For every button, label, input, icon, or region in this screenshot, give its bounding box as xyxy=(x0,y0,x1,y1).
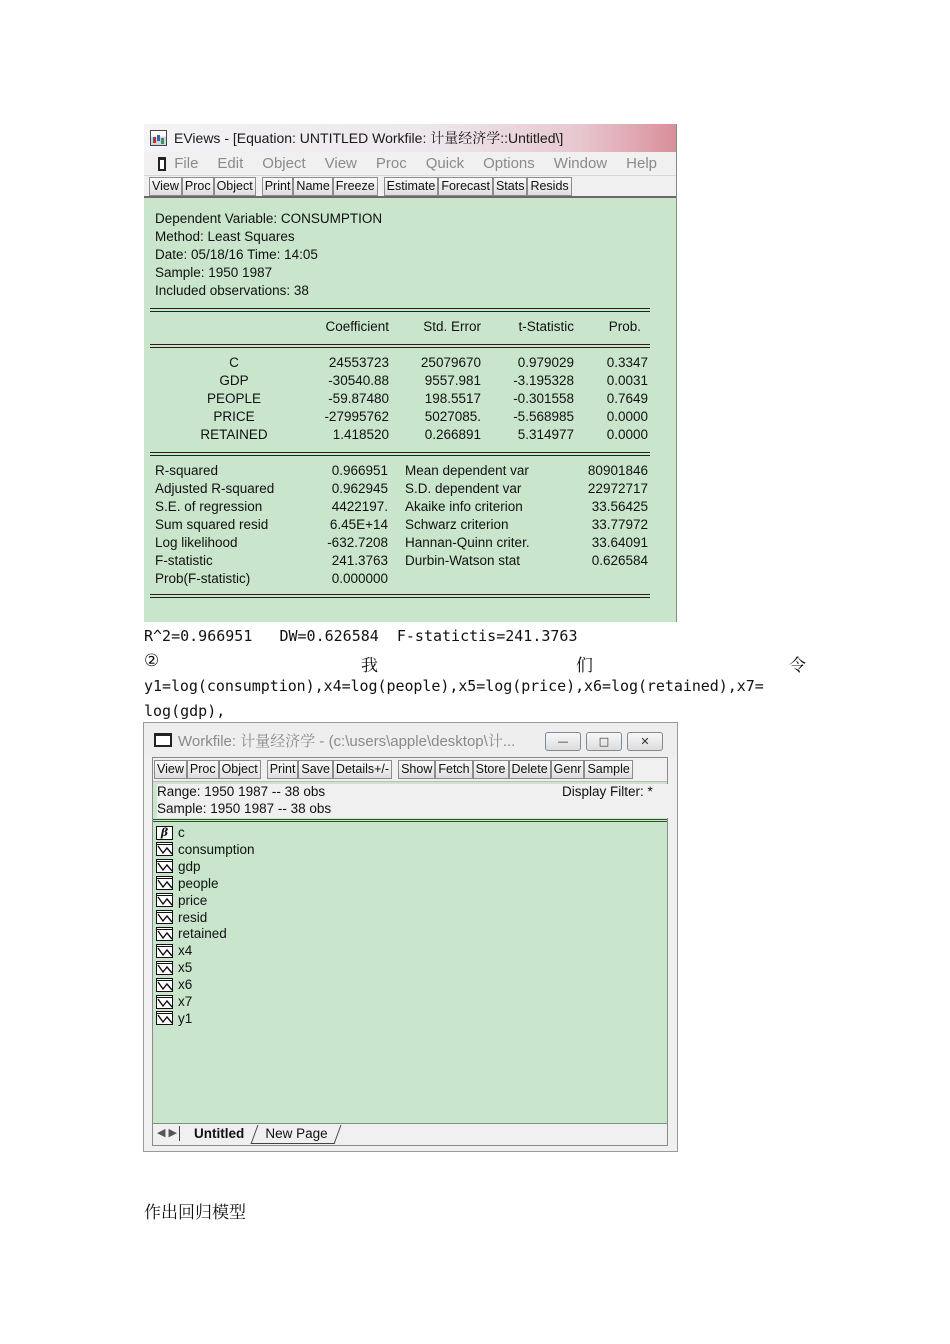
stat-value: -632.7208 xyxy=(327,535,388,550)
std-error-value: 198.5517 xyxy=(424,391,481,406)
stat-value: 0.626584 xyxy=(591,553,648,568)
workfile-object-resid[interactable] xyxy=(156,909,207,926)
details-button[interactable]: Details+/- xyxy=(333,760,392,779)
series-icon xyxy=(156,859,173,873)
object-name: people xyxy=(178,875,219,891)
t-statistic-value: -3.195328 xyxy=(513,373,574,388)
menu-object[interactable]: Object xyxy=(262,155,306,172)
workfile-window xyxy=(143,722,678,1152)
series-icon xyxy=(156,995,173,1009)
menu-help[interactable]: Help xyxy=(626,155,657,172)
workfile-title: Workfile: 计量经济学 - (c:\users\apple\desktop\计... xyxy=(178,732,516,750)
prob-value: 0.3347 xyxy=(606,355,648,370)
series-icon xyxy=(156,910,173,924)
series-icon xyxy=(156,893,173,907)
object-name: gdp xyxy=(178,858,201,874)
var-name: PRICE xyxy=(213,409,255,424)
col-prob: Prob. xyxy=(608,319,641,334)
series-icon xyxy=(156,961,173,975)
object-name: x7 xyxy=(178,994,193,1009)
stat-value: 4422197. xyxy=(331,499,388,514)
col-std-error: Std. Error xyxy=(423,319,481,334)
workfile-object-x6[interactable] xyxy=(156,976,192,993)
delete-button[interactable]: Delete xyxy=(509,760,551,779)
freeze-button[interactable]: Freeze xyxy=(333,177,378,196)
genr-button[interactable]: Genr xyxy=(551,760,585,779)
equation-toolbar xyxy=(144,176,676,198)
sample-text[interactable]: Sample: 1950 1987 -- 38 obs xyxy=(157,801,332,816)
store-button[interactable]: Store xyxy=(473,760,509,779)
workfile-toolbar xyxy=(153,758,667,782)
stat-value: 80901846 xyxy=(587,463,648,478)
std-error-value: 5027085. xyxy=(424,409,481,424)
tab-new-page-label: New Page xyxy=(265,1126,328,1141)
variable-definition-line-2: log(gdp), xyxy=(144,702,226,720)
view-button[interactable]: View xyxy=(154,760,187,779)
stat-value: 241.3763 xyxy=(331,553,388,568)
range-text[interactable]: Range: 1950 1987 -- 38 obs xyxy=(157,784,326,799)
print-button[interactable]: Print xyxy=(262,177,294,196)
menu-quick[interactable]: Quick xyxy=(425,155,465,172)
stat-label: Durbin-Watson stat xyxy=(405,553,521,568)
tab-new-page[interactable] xyxy=(251,1125,342,1144)
result-summary-line: R^2=0.966951 DW=0.626584 F-statictis=241.3763 xyxy=(144,627,578,645)
word-wo: 我 xyxy=(361,656,378,676)
document-icon xyxy=(154,733,172,747)
sample-button[interactable]: Sample xyxy=(584,760,632,779)
word-men: 们 xyxy=(576,656,593,676)
observations-line: Included observations: 38 xyxy=(155,283,309,298)
circled-two: ② xyxy=(144,651,160,671)
menu-window[interactable]: Window xyxy=(553,155,608,172)
tab-scroll-arrows[interactable]: ◀ ▶ xyxy=(157,1127,177,1139)
page-tab-bar xyxy=(153,1123,667,1145)
object-name: y1 xyxy=(178,1010,193,1026)
sample-line: Sample: 1950 1987 xyxy=(155,265,273,280)
workfile-object-x4[interactable] xyxy=(156,942,192,959)
stat-value: 33.56425 xyxy=(591,499,648,514)
col-t-statistic: t-Statistic xyxy=(518,319,574,334)
object-button[interactable]: Object xyxy=(214,177,256,196)
var-name: RETAINED xyxy=(200,427,268,442)
stat-label: F-statistic xyxy=(155,553,213,568)
object-name: consumption xyxy=(178,841,255,857)
workfile-panel xyxy=(152,757,668,1146)
close-icon[interactable]: ✕ xyxy=(627,732,663,751)
var-name: GDP xyxy=(219,373,249,388)
name-button[interactable]: Name xyxy=(293,177,332,196)
object-name: c xyxy=(178,825,185,840)
stat-value: 33.64091 xyxy=(591,535,648,550)
workfile-object-c[interactable] xyxy=(156,824,185,841)
workfile-separator xyxy=(153,819,667,822)
stat-label: S.D. dependent var xyxy=(405,481,522,496)
object-button[interactable]: Object xyxy=(219,760,261,779)
series-icon xyxy=(156,927,173,941)
coefficient-value: 1.418520 xyxy=(332,427,389,442)
table-rule xyxy=(150,344,650,348)
stat-value: 33.77972 xyxy=(591,517,648,532)
stat-label: Mean dependent var xyxy=(405,463,529,478)
object-name: retained xyxy=(178,926,227,942)
stat-value: 22972717 xyxy=(587,481,648,496)
restore-icon[interactable]: □ xyxy=(586,732,622,751)
stat-value: 6.45E+14 xyxy=(329,517,388,532)
var-name: C xyxy=(229,355,239,370)
fetch-button[interactable]: Fetch xyxy=(435,760,472,779)
view-button[interactable]: View xyxy=(149,177,182,196)
resids-button[interactable]: Resids xyxy=(527,177,571,196)
workfile-object-x5[interactable] xyxy=(156,959,192,976)
object-name: x5 xyxy=(178,960,193,976)
print-button[interactable]: Print xyxy=(267,760,299,779)
stat-value: 0.962945 xyxy=(331,481,388,496)
workfile-object-x7[interactable] xyxy=(156,993,192,1010)
stat-label: Schwarz criterion xyxy=(405,517,509,532)
std-error-value: 9557.981 xyxy=(424,373,481,388)
var-name: PEOPLE xyxy=(206,391,262,406)
stat-label: S.E. of regression xyxy=(155,499,263,514)
table-rule xyxy=(150,594,650,598)
prob-value: 0.0031 xyxy=(606,373,648,388)
display-filter[interactable]: Display Filter: * xyxy=(562,784,653,799)
minimize-icon[interactable]: — xyxy=(545,732,581,751)
workfile-object-consumption[interactable] xyxy=(156,841,255,858)
method-line: Method: Least Squares xyxy=(155,229,295,244)
menu-file[interactable]: File xyxy=(174,155,199,172)
equation-title-bar[interactable] xyxy=(144,124,676,152)
section-footer-text: 作出回归模型 xyxy=(144,1203,246,1223)
stat-label: Prob(F-statistic) xyxy=(155,571,251,586)
window-controls xyxy=(540,732,663,751)
estimate-button[interactable]: Estimate xyxy=(384,177,439,196)
save-button[interactable]: Save xyxy=(298,760,333,779)
stat-label: Log likelihood xyxy=(155,535,238,550)
series-icon xyxy=(156,1011,173,1025)
stat-label: Hannan-Quinn criter. xyxy=(405,535,530,550)
proc-button[interactable]: Proc xyxy=(187,760,219,779)
workfile-object-y1[interactable] xyxy=(156,1010,192,1027)
series-icon xyxy=(156,944,173,958)
table-rule xyxy=(150,452,650,456)
proc-button[interactable]: Proc xyxy=(182,177,214,196)
menu-proc[interactable]: Proc xyxy=(375,155,407,172)
menu-options[interactable]: Options xyxy=(483,155,535,172)
object-name: x4 xyxy=(178,943,193,959)
coefficient-value: -59.87480 xyxy=(328,391,389,406)
forecast-button[interactable]: Forecast xyxy=(438,177,493,196)
document-icon[interactable] xyxy=(158,157,166,171)
t-statistic-value: -0.301558 xyxy=(513,391,574,406)
equation-window xyxy=(144,124,677,622)
date-line: Date: 05/18/16 Time: 14:05 xyxy=(155,247,318,262)
menu-edit[interactable]: Edit xyxy=(217,155,244,172)
workfile-object-gdp[interactable] xyxy=(156,858,201,875)
menu-bar xyxy=(144,152,676,176)
stat-label: Akaike info criterion xyxy=(405,499,523,514)
object-name: x6 xyxy=(178,977,193,993)
t-statistic-value: -5.568985 xyxy=(513,409,574,424)
variable-definition-line: y1=log(consumption),x4=log(people),x5=log(price),x6=log(retained),x7= xyxy=(144,677,764,695)
t-statistic-value: 0.979029 xyxy=(517,355,574,370)
col-coefficient: Coefficient xyxy=(325,319,389,334)
prob-value: 0.0000 xyxy=(606,427,648,442)
menu-view[interactable]: View xyxy=(324,155,357,172)
coefficient-value: -27995762 xyxy=(324,409,389,424)
workfile-object-people[interactable] xyxy=(156,875,219,892)
stat-label: Adjusted R-squared xyxy=(155,481,275,496)
workfile-object-price[interactable] xyxy=(156,892,207,909)
coefficient-value: -30540.88 xyxy=(328,373,389,388)
stats-button[interactable]: Stats xyxy=(493,177,528,196)
show-button[interactable]: Show xyxy=(398,760,435,779)
equation-title: EViews - [Equation: UNTITLED Workfile: 计量经济学::Untitled\] xyxy=(174,130,564,146)
coefficient-icon: β xyxy=(156,826,173,840)
std-error-value: 25079670 xyxy=(420,355,481,370)
workfile-object-retained[interactable] xyxy=(156,925,227,942)
coefficient-value: 24553723 xyxy=(328,355,389,370)
eviews-app-icon xyxy=(150,130,167,146)
dependent-variable-line: Dependent Variable: CONSUMPTION xyxy=(155,211,383,226)
tab-untitled[interactable]: Untitled xyxy=(179,1126,244,1141)
series-icon xyxy=(156,876,173,890)
stat-label: R-squared xyxy=(155,463,219,478)
table-rule xyxy=(150,308,650,312)
t-statistic-value: 5.314977 xyxy=(517,427,574,442)
word-ling: 令 xyxy=(789,656,806,676)
stat-value: 0.000000 xyxy=(331,571,388,586)
object-name: price xyxy=(178,892,208,908)
stat-label: Sum squared resid xyxy=(155,517,269,532)
stat-value: 0.966951 xyxy=(331,463,388,478)
object-name: resid xyxy=(178,909,208,925)
prob-value: 0.0000 xyxy=(606,409,648,424)
std-error-value: 0.266891 xyxy=(424,427,481,442)
series-icon xyxy=(156,978,173,992)
series-icon xyxy=(156,842,173,856)
prob-value: 0.7649 xyxy=(606,391,648,406)
